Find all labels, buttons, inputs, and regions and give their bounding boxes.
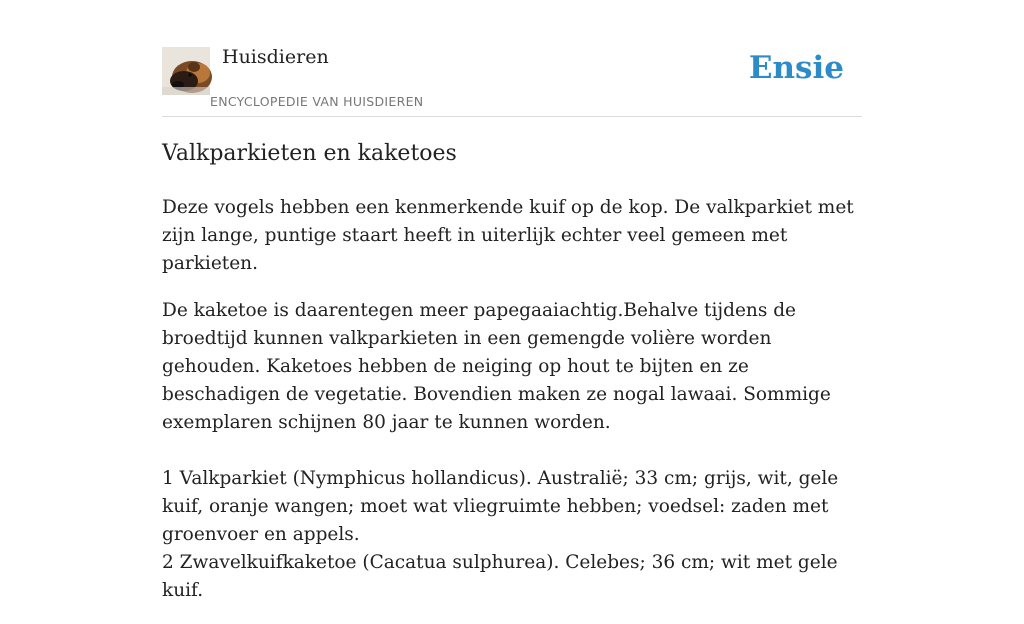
article-paragraph: De kaketoe is daarentegen meer papegaaiachtig.Behalve tijdens de broedtijd kunnen valkparkieten in een gemengde volière worden gehouden. Kaketoes hebben de neiging op hout te bijten en ze beschadigen de vegetatie. Bovendien maken ze nogal lawaai. Sommige exemplaren schijnen 80 jaar te kunnen worden. 1 Valkparkiet (Nymphicus hollandicus). Australië; 33 cm; grijs, wit, gele kuif, oranje wangen; moet wat vliegruimte hebben; voedsel: zaden met groenvoer en appels. 2 Zwavelkuifkaketoe (Cacatua sulphurea). Celebes; 36 cm; wit met gele kuif. bbox=[162, 300, 839, 601]
site-subtitle: ENCYCLOPEDIE VAN HUISDIEREN bbox=[210, 94, 424, 109]
article bbox=[162, 138, 862, 624]
avatar[interactable] bbox=[162, 47, 210, 95]
article-title: Valkparkieten en kaketoes bbox=[162, 141, 457, 166]
site-header bbox=[162, 0, 862, 117]
site-name[interactable]: Huisdieren bbox=[222, 46, 329, 68]
article-paragraph: Deze vogels hebben een kenmerkende kuif op de kop. De valkparkiet met zijn lange, puntige staart heeft in uiterlijk echter veel gemeen met parkieten. bbox=[162, 197, 854, 274]
brand-logo[interactable]: Ensie bbox=[748, 50, 844, 86]
dog-photo-icon bbox=[162, 47, 210, 95]
